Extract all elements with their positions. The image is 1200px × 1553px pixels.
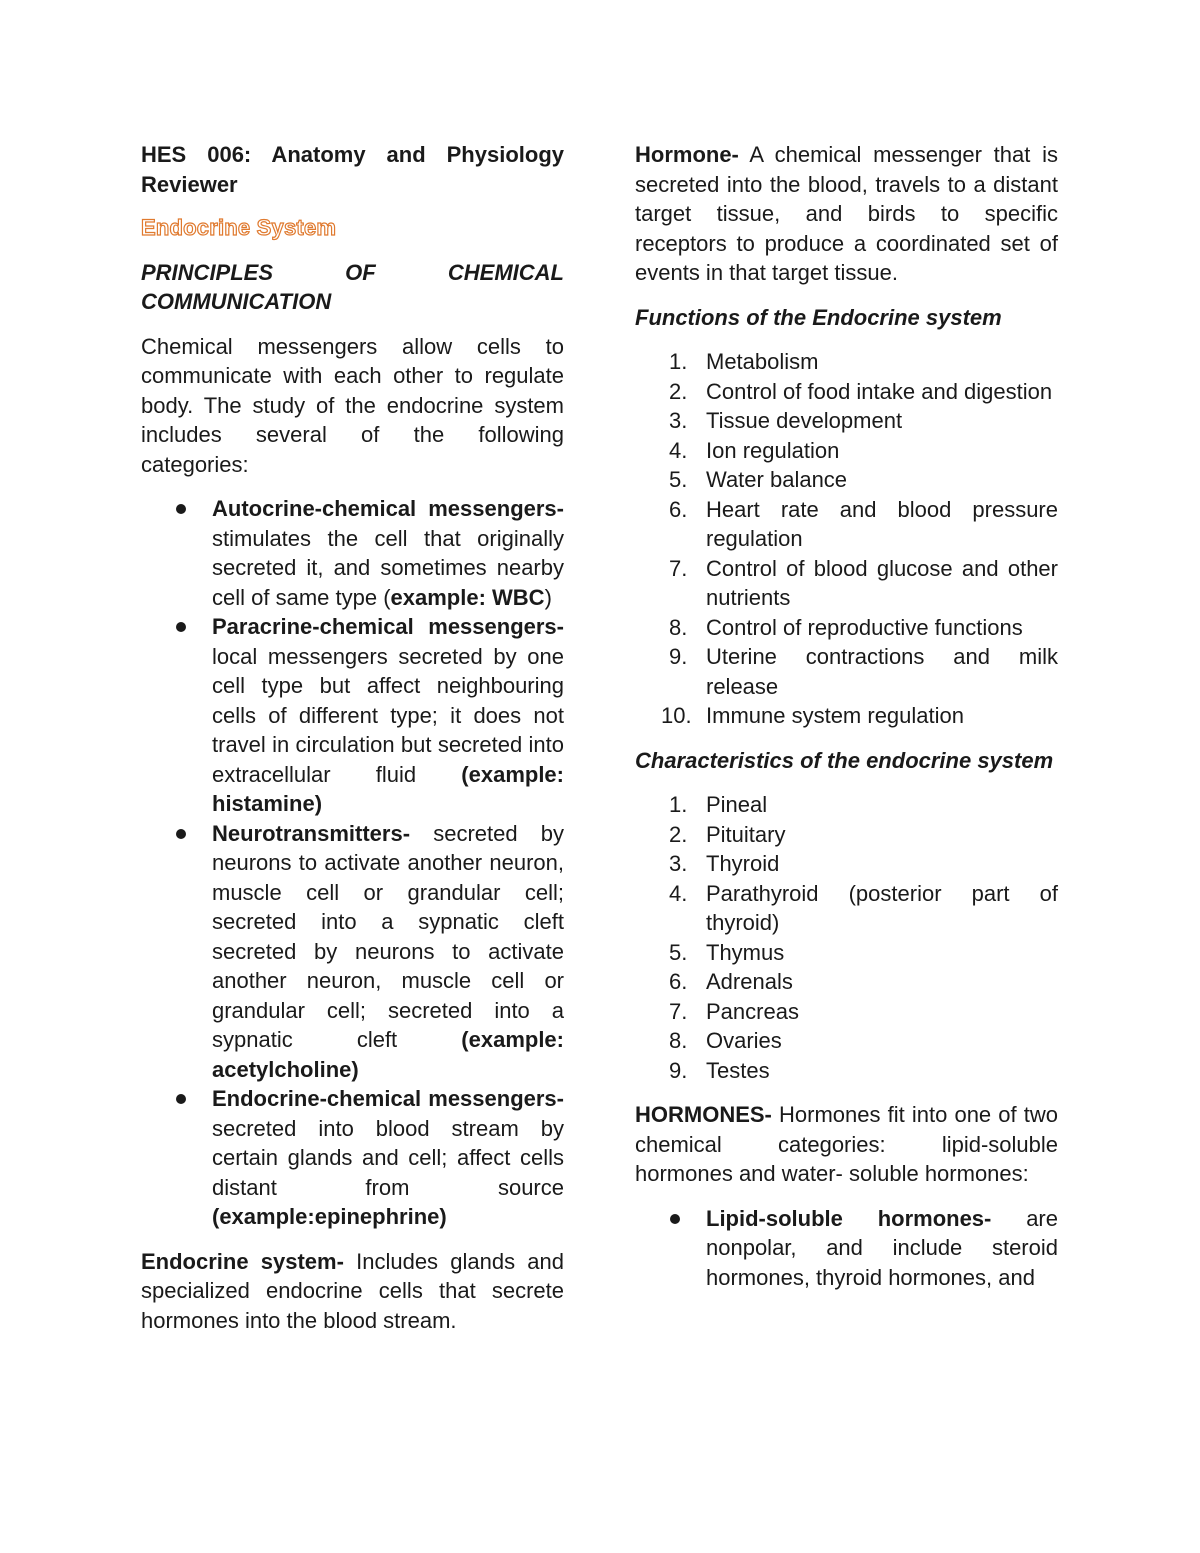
- list-item: 8. Ovaries: [669, 1028, 782, 1053]
- term: Autocrine-chemical messengers-: [212, 496, 564, 521]
- list-item: 5. Water balance: [669, 467, 848, 492]
- hormone-type-list: [635, 1204, 1058, 1293]
- term: Endocrine system-: [141, 1248, 344, 1274]
- document-title: HES 006: Anatomy and Physiology Reviewer: [141, 142, 564, 197]
- functions-heading: Functions of the Endocrine system: [635, 304, 1002, 330]
- list-item: 2. Pituitary: [669, 821, 786, 847]
- list-item: [141, 494, 564, 612]
- example: (example: acetylcholine): [212, 1027, 564, 1082]
- list-item: 3. Tissue development: [669, 408, 903, 433]
- list-item: 6. Heart rate and blood pressure regulation: [669, 496, 1058, 551]
- list-item: 4. Parathyroid (posterior part of thyroid): [669, 880, 1058, 935]
- term: Endocrine-chemical messengers-: [212, 1086, 564, 1111]
- left-column: [141, 140, 564, 1335]
- list-item: 9. Uterine contractions and milk release: [669, 644, 1058, 699]
- list-item: 7. Pancreas: [669, 998, 799, 1024]
- list-item: [141, 1084, 564, 1232]
- tail: ): [544, 584, 552, 610]
- list-item: 6. Adrenals: [669, 969, 793, 994]
- list-item: 3. Thyroid: [669, 851, 780, 876]
- list-item: [635, 1204, 1058, 1293]
- list-item: 5. Thymus: [669, 939, 785, 965]
- messenger-list: [141, 494, 564, 1232]
- section-heading: Endocrine System: [141, 215, 337, 240]
- definition: Includes glands and specialized endocrine cells that secrete hormones into the blood stream.: [141, 1248, 564, 1333]
- term: Hormone-: [635, 142, 739, 167]
- functions-list: [635, 347, 1058, 731]
- example: example: WBC: [390, 584, 545, 610]
- term: Paracrine-chemical messengers-: [212, 614, 564, 639]
- list-item: [141, 819, 564, 1085]
- list-item: 1. Metabolism: [669, 349, 819, 374]
- list-item: 10. Immune system regulation: [661, 703, 964, 728]
- definition: local messengers secreted by one cell type but affect neighbouring cells of different type; it does not travel in circulation but secreted into extracellular fluid: [212, 643, 564, 787]
- principles-heading: PRINCIPLES OF CHEMICAL COMMUNICATION: [141, 259, 564, 314]
- list-item: 9. Testes: [669, 1057, 770, 1083]
- bullet-icon: [176, 622, 186, 632]
- list-item: 2. Control of food intake and digestion: [669, 378, 1053, 404]
- list-item: 4. Ion regulation: [669, 437, 840, 463]
- definition: A chemical messenger that is secreted into the blood, travels to a distant target tissue, and birds to specific receptors to produce a coordinated set of events in that target tissue.: [635, 142, 1058, 285]
- example: (example: histamine): [212, 761, 564, 816]
- bullet-icon: [176, 504, 186, 514]
- list-item: [141, 612, 564, 819]
- list-item: 1. Pineal: [669, 792, 768, 817]
- definition: secreted by neurons to activate another neuron, muscle cell or grandular cell; secreted into a sypnatic cleft secreted by neurons to activate another neuron, muscle cell or grandular cell; secreted into a sypnatic cleft: [212, 820, 564, 1052]
- list-item: 8. Control of reproductive functions: [669, 614, 1023, 640]
- definition: stimulates the cell that originally secreted it, and sometimes nearby cell of same type (: [212, 525, 564, 610]
- definition: secreted into blood stream by certain glands and cell; affect cells distant from source: [212, 1115, 564, 1200]
- term: Neurotransmitters-: [212, 820, 411, 846]
- hormones-paragraph: [635, 1100, 1058, 1189]
- example: (example:epinephrine): [212, 1204, 447, 1229]
- list-item: 7. Control of blood glucose and other nutrients: [669, 555, 1058, 610]
- definition: Hormones fit into one of two chemical categories: lipid-soluble hormones and water- soluble hormones:: [635, 1102, 1058, 1186]
- characteristics-list: [635, 790, 1058, 1085]
- hormone-paragraph: [635, 140, 1058, 288]
- definition: are nonpolar, and include steroid hormones, thyroid hormones, and: [706, 1205, 1058, 1290]
- principles-intro: Chemical messengers allow cells to communicate with each other to regulate body. The study of the endocrine system includes several of the following categories:: [141, 333, 564, 477]
- characteristics-heading: Characteristics of the endocrine system: [635, 747, 1054, 773]
- term: Lipid-soluble hormones-: [706, 1205, 992, 1231]
- term: HORMONES-: [635, 1102, 772, 1127]
- right-column: [635, 140, 1058, 1292]
- bullet-icon: [670, 1214, 680, 1224]
- endocrine-system-paragraph: [141, 1247, 564, 1336]
- bullet-icon: [176, 829, 186, 839]
- bullet-icon: [176, 1094, 186, 1104]
